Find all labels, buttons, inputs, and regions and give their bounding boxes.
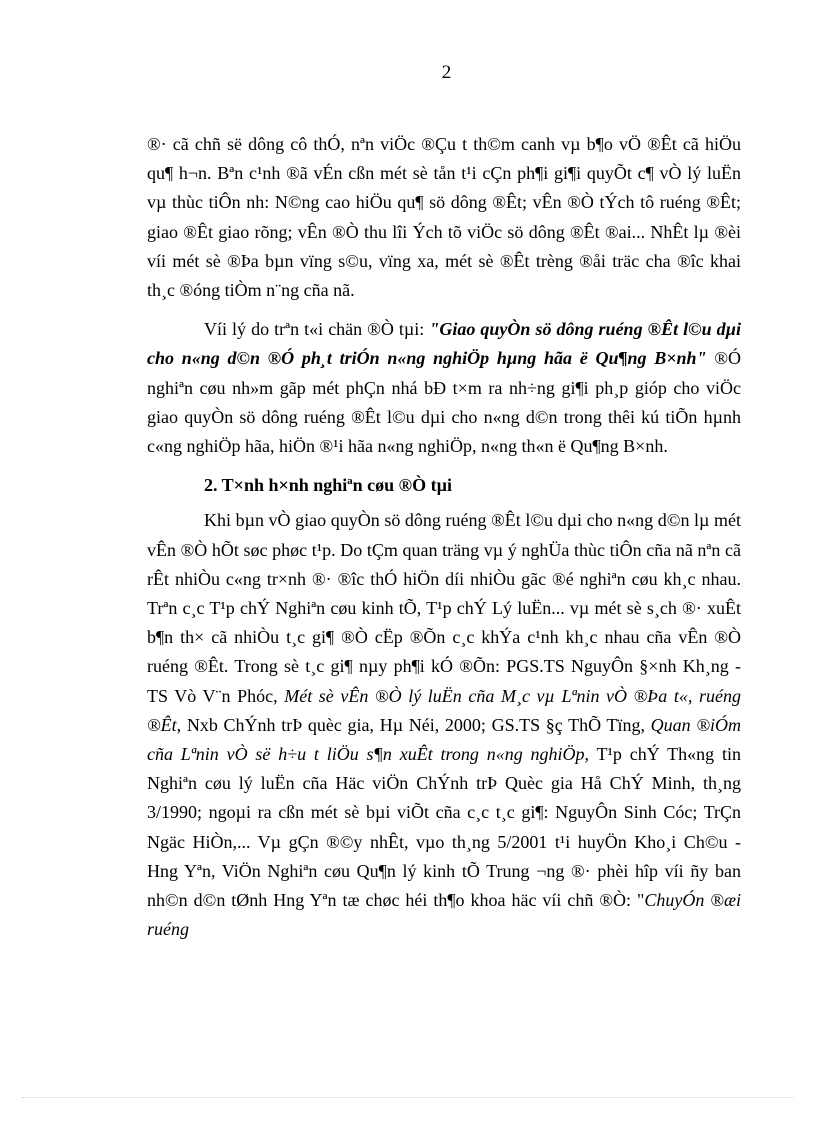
book-title-1: Mét sè vÊn ®Ò lý luËn cña M¸c vµ Lªnin vÒ ®Þa t«, ruéng ®Êt	[147, 685, 741, 735]
research-text-1: Khi bµn vÒ giao quyÒn sö dông ruéng ®Êt l©u dµi cho n«ng d©n lµ mét vÊn ®Ò hÕt søc phøc t¹p. Do tÇm quan träng vµ ý nghÜa thùc tiÔn cña nã nªn cã rÊt nhiÒu c«ng tr×nh ®· ®îc thÓ hiÖn díi nhiÒu gãc ®é nghiªn cøu kh¸c nhau. Trªn c¸c T¹p chÝ Nghiªn cøu kinh tÕ, T¹p chÝ Lý luËn... vµ mét sè s¸ch ®· xuÊt b¶n th× cã nhiÒu t¸c gi¶ ®Ò cËp ®Õn c¸c khÝa c¹nh kh¸c nhau cña vÊn ®Ò ruéng ®Êt. Trong sè t¸c gi¶ nµy ph¶i kÓ ®Õn: PGS.TS NguyÔn §×nh Kh¸ng - TS Vò V¨n Phóc,	[147, 510, 741, 706]
page-number: 2	[441, 62, 452, 83]
topic-title: "Giao quyÒn sö dông ruéng ®Êt l©u dµi cho n«ng d©n ®Ó ph¸t triÓn n«ng nghiÖp hµng hãa ë Qu¶ng B×nh"	[147, 319, 741, 369]
paragraph-topic-reason	[147, 315, 741, 461]
topic-intro-text: Víi lý do trªn t«i chän ®Ò tµi:	[204, 319, 430, 340]
page-bottom-rule	[22, 1097, 794, 1098]
research-text-2: , Nxb ChÝnh trÞ quèc gia, Hµ Néi, 2000; GS.TS §ç ThÕ Tïng,	[176, 714, 651, 735]
paragraph-continuation: ®· cã chñ së dông cô thÓ, nªn viÖc ®Çu t th©m canh vµ b¶o vÖ ®Êt cã hiÖu qu¶ h¬n. Bªn c¹nh ®ã vÉn cßn mét sè tån t¹i cÇn ph¶i gi¶i quyÕt c¶ vÒ lý luËn vµ thùc tiÔn nh: N©ng cao hiÖu qu¶ sö dông ®Êt; vÊn ®Ò tÝch tô ruéng ®Êt; giao ®Êt giao rõng; vÊn ®Ò thu lîi Ých tõ viÖc sö dông ®Êt ®ai... NhÊt lµ ®èi víi mét sè ®Þa bµn vïng s©u, vïng xa, mét sè ®Êt trèng ®åi träc cha ®îc khai th¸c ®óng tiÒm n¨ng cña nã.	[147, 134, 741, 301]
section-heading: 2. T×nh h×nh nghiªn cøu ®Ò tµi	[204, 475, 452, 496]
research-text-3: , T¹p chÝ Th«ng tin Nghiªn cøu lý luËn cña Häc viÖn ChÝnh trÞ Quèc gia Hå ChÝ Minh, th¸ng 3/1990; ngoµi ra cßn mét sè bµi viÕt cña c¸c t¸c gi¶: NguyÔn Sinh Cóc; TrÇn Ngäc HiÒn,... Vµ gÇn ®©y nhÊt, vµo th¸ng 5/2001 t¹i huyÖn Kho¸i Ch©u - Hng Yªn, ViÖn Nghiªn cøu Qu¶n lý kinh tÕ Trung ¬ng ®· phèi hîp víi ñy ban nh©n d©n tØnh Hng Yªn tæ chøc héi th¶o khoa häc víi chñ ®Ò: "	[147, 744, 741, 911]
topic-purpose-text: ®Ó nghiªn cøu nh»m gãp mét phÇn nhá bÐ t×m ra nh÷ng gi¶i ph¸p gióp cho viÖc giao quyÒn sö dông ruéng ®Êt l©u dµi cho n«ng d©n trong thêi kú tiÕn hµnh c«ng nghiÖp hãa, hiÖn ®¹i hãa n«ng nghiÖp, n«ng th«n ë Qu¶ng B×nh.	[147, 348, 741, 457]
document-body	[147, 130, 741, 944]
article-title-2: Quan ®iÓm cña Lªnin vÒ së h÷u t liÖu s¶n xuÊt trong n«ng nghiÖp	[147, 714, 741, 765]
workshop-title: ChuyÓn ®æi ruéng	[147, 890, 741, 940]
paragraph-research-status	[147, 506, 741, 944]
